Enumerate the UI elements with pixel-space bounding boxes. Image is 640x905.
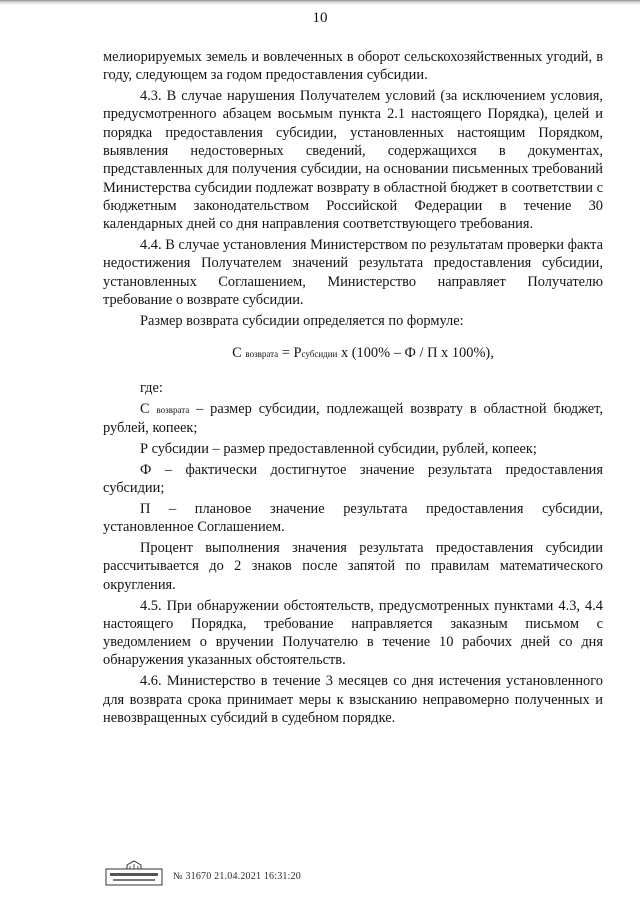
paragraph-4-6: 4.6. Министерство в течение 3 месяцев со дня истечения установленного для возврата срока принимает меры к взысканию неправомерно полученных и невозвращенных субсидий в судебном порядке. bbox=[103, 673, 603, 726]
definition-f: Ф – фактически достигнутое значение результата предоставления субсидии; bbox=[103, 461, 603, 497]
formula-eq: = Р bbox=[278, 344, 302, 361]
formula-c-subscript: возврата bbox=[245, 348, 279, 359]
paragraph-4-5: 4.5. При обнаружении обстоятельств, предусмотренных пунктами 4.3, 4.4 настоящего Порядка, требование направляется заказным письмом с уведомлением о вручении Получателю в течение 10 рабочих дней со дня обнаружения указанных обстоятельств. bbox=[103, 597, 603, 669]
paragraph-4-3: 4.3. В случае нарушения Получателем условий (за исключением условия, предусмотренного абзацем восьмым пункта 2.1 настоящего Порядка), целей и порядка предоставления субсидии, установленных настоящим Порядком, выявления недостоверных сведений, содержащихся в документах, представленных для получения субсидии, на основании письменных требований Министерства субсидии подлежат возврату в областной бюджет в соответствии с бюджетным законодательством Российской Федерации в течение 30 календарных дней со дня направления соответствующего требования. bbox=[103, 88, 603, 233]
formula-r-subscript: субсидии bbox=[301, 348, 338, 359]
paragraph-4-4: 4.4. В случае установления Министерством по результатам проверки факта недостижения Получателем значений результата предоставления субсидии, установленных Соглашением, Министерство направляет Получателю требование о возврате субсидии. bbox=[103, 236, 603, 308]
definition-c-symbol: С bbox=[140, 401, 150, 418]
definition-c bbox=[103, 400, 603, 438]
scan-edge bbox=[0, 0, 640, 5]
refund-formula bbox=[103, 344, 603, 363]
paragraph-where: где: bbox=[140, 380, 163, 397]
paragraph-rounding: Процент выполнения значения результата предоставления субсидии рассчитывается до 2 знаков после запятой по правилам математического округления. bbox=[103, 540, 603, 593]
paragraph-formula-intro: Размер возврата субсидии определяется по формуле: bbox=[140, 312, 464, 329]
registration-stamp-text: № 31670 21.04.2021 16:31:20 bbox=[173, 871, 301, 882]
definition-c-subscript: возврата bbox=[156, 405, 190, 416]
paragraph-continuation: мелиорируемых земель и вовлеченных в оборот сельскохозяйственных угодий, в году, следующем за годом предоставления субсидии. bbox=[103, 49, 603, 84]
definition-c-text: – размер субсидии, подлежащей возврату в областной бюджет, рублей, копеек; bbox=[103, 401, 603, 437]
definition-p: П – плановое значение результата предоставления субсидии, установленное Соглашением. bbox=[103, 501, 603, 536]
document-footer bbox=[105, 860, 525, 888]
document-body bbox=[103, 48, 603, 730]
ministry-stamp-icon bbox=[105, 860, 163, 886]
page-number: 10 bbox=[312, 10, 328, 26]
formula-rest: х (100% – Ф / П х 100%), bbox=[337, 344, 494, 361]
formula-c: С bbox=[232, 344, 242, 361]
definition-r: Р субсидии – размер предоставленной субсидии, рублей, копеек; bbox=[140, 441, 537, 458]
